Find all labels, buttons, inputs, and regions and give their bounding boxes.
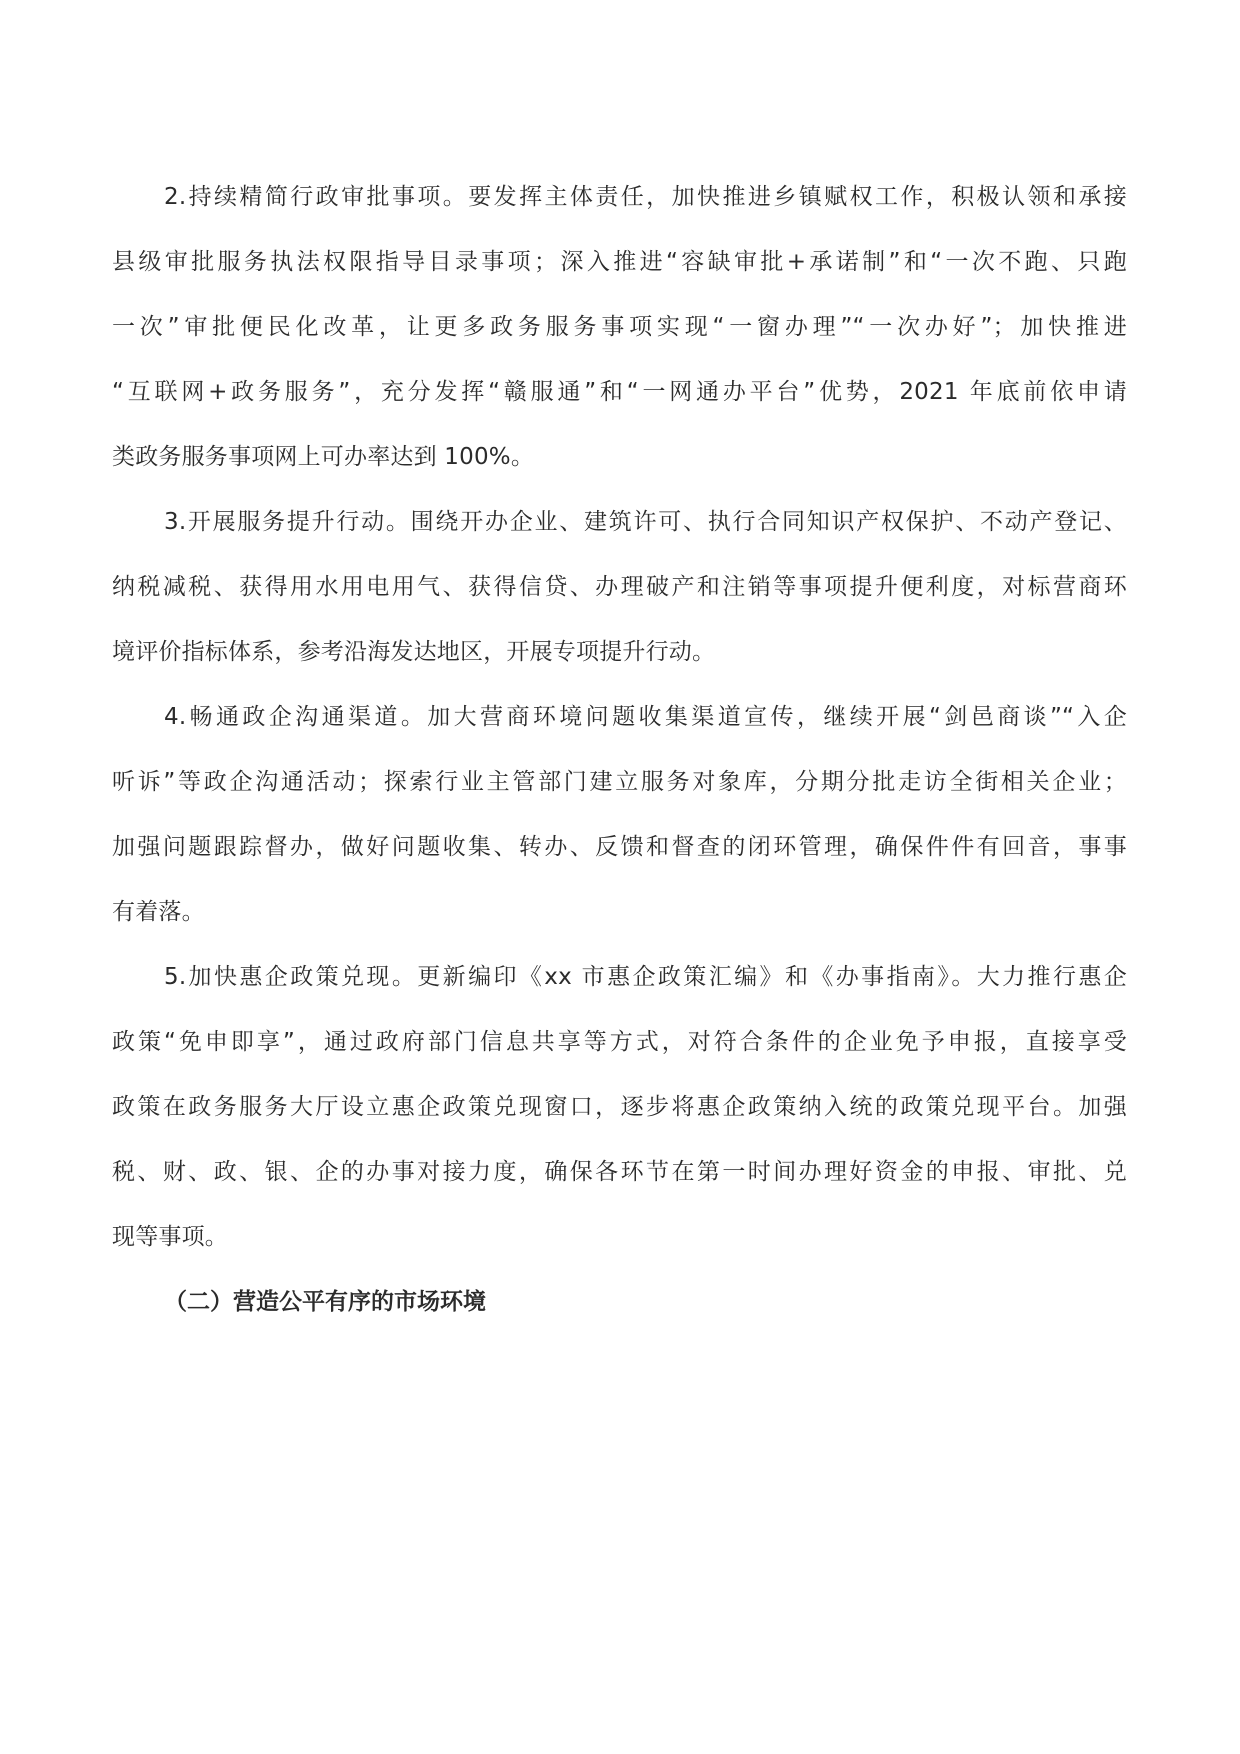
paragraph-line: 税、财、政、银、企的办事对接力度，确保各环节在第一时间办理好资金的申报、审批、兑 (112, 1159, 1127, 1185)
paragraph-line: 5.加快惠企政策兑现。更新编印《xx 市惠企政策汇编》和《办事指南》。大力推行惠企 (164, 964, 1127, 990)
paragraph-line: 3.开展服务提升行动。围绕开办企业、建筑许可、执行合同知识产权保护、不动产登记、 (164, 509, 1127, 535)
paragraph-line: 类政务服务事项网上可办率达到 100%。 (112, 444, 535, 470)
paragraph-4-communication-channels (112, 685, 1127, 945)
paragraph-line: “互联网+政务服务”，充分发挥“赣服通”和“一网通办平台”优势，2021 年底前依申请 (112, 379, 1127, 405)
paragraph-line: 4.畅通政企沟通渠道。加大营商环境问题收集渠道宣传，继续开展“剑邑商谈”“入企 (164, 704, 1127, 730)
paragraph-line: 政策“免申即享”，通过政府部门信息共享等方式，对符合条件的企业免予申报，直接享受 (112, 1029, 1127, 1055)
document-body (112, 165, 1127, 1335)
paragraph-3-service-improvement (112, 490, 1127, 685)
paragraph-line: 有着落。 (112, 899, 205, 925)
paragraph-line: 现等事项。 (112, 1224, 228, 1250)
paragraph-line: 纳税减税、获得用水用电用气、获得信贷、办理破产和注销等事项提升便利度，对标营商环 (112, 574, 1127, 600)
paragraph-line: 政策在政务服务大厅设立惠企政策兑现窗口，逐步将惠企政策纳入统的政策兑现平台。加强 (112, 1094, 1127, 1120)
paragraph-line: 一次”审批便民化改革，让更多政务服务事项实现“一窗办理”“一次办好”；加快推进 (112, 314, 1127, 340)
section-heading: （二）营造公平有序的市场环境 (164, 1289, 486, 1315)
paragraph-line: 加强问题跟踪督办，做好问题收集、转办、反馈和督查的闭环管理，确保件件有回音，事事 (112, 834, 1127, 860)
paragraph-line: 听诉”等政企沟通活动；探索行业主管部门建立服务对象库，分期分批走访全街相关企业； (112, 769, 1127, 795)
paragraph-5-policy-fulfillment (112, 945, 1127, 1270)
paragraph-line: 2.持续精简行政审批事项。要发挥主体责任，加快推进乡镇赋权工作，积极认领和承接 (164, 184, 1127, 210)
paragraph-line: 县级审批服务执法权限指导目录事项；深入推进“容缺审批+承诺制”和“一次不跑、只跑 (112, 249, 1127, 275)
paragraph-line: 境评价指标体系，参考沿海发达地区，开展专项提升行动。 (112, 639, 716, 665)
paragraph-2-streamline-approvals (112, 165, 1127, 490)
